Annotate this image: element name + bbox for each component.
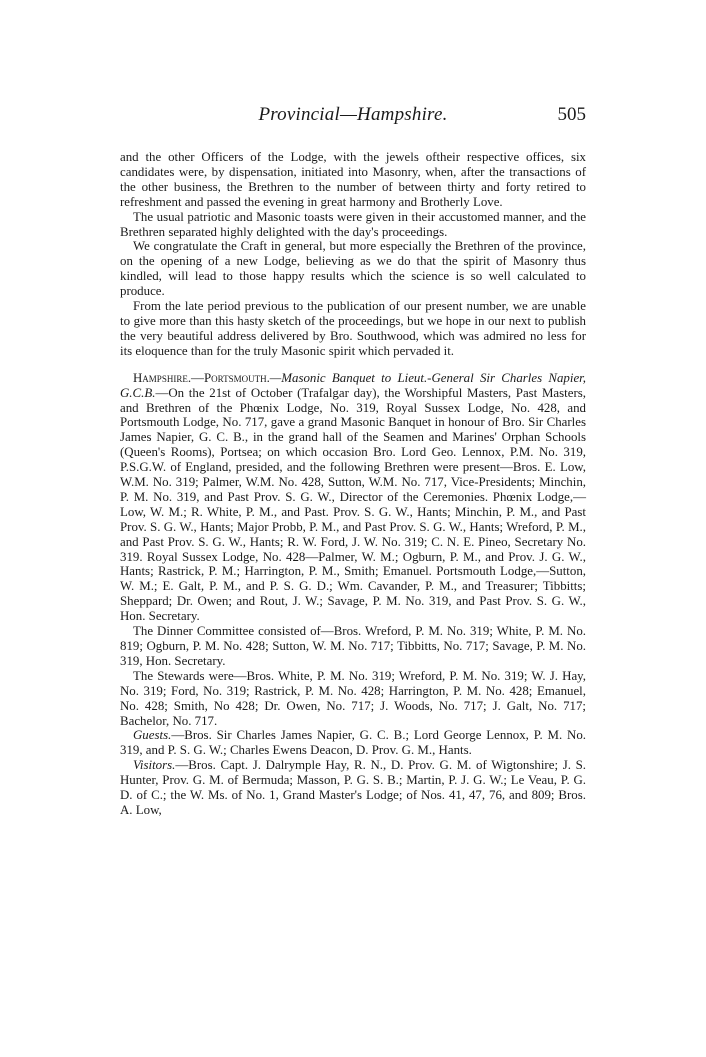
- visitors-label: Visitors.: [133, 758, 176, 773]
- paragraph-stewards: The Stewards were—Bros. White, P. M. No. 319; Wreford, P. M. No. 319; W. J. Hay, No. 319; Ford, No. 319; Rastrick, P. M. No. 428; Harrington, P. M. No. 428; Emanuel, No. 428; Smith, No 428; Dr. Owen, No. 717; J. Woods, No. 717; J. Galt, No. 717; Bachelor, No. 717.: [120, 668, 586, 728]
- county-heading: Hampshire.: [133, 370, 192, 385]
- paragraph-dinner-committee: The Dinner Committee consisted of—Bros. Wreford, P. M. No. 319; White, P. M. No. 819; Ogburn, P. M. No. 428; Sutton, W. M. No. 717; Tibbitts, No. 717; Savage, P. M. No. 319, Hon. Secretary.: [120, 624, 586, 668]
- paragraph-guests: [120, 728, 586, 758]
- page-number: 505: [557, 104, 586, 125]
- page-header: [120, 104, 586, 130]
- section-portsmouth: [120, 371, 586, 624]
- paragraph-late-period: From the late period previous to the publication of our present number, we are unable to give more than this hasty sketch of the proceedings, but we hope in our next to publish the very beautiful address delivered by Bro. Southwood, which was admired no less for its eloquence than for the truly Masonic spirit which pervaded it.: [120, 299, 586, 358]
- section-text: —On the 21st of October (Trafalgar day), the Worshipful Masters, Past Masters, and Brethren of the Phœnix Lodge, No. 319, Royal Sussex Lodge, No. 428, and Portsmouth Lodge, No. 717, gave a grand Masonic Banquet in honour of Bro. Sir Charles James Napier, G. C. B., in the grand hall of the Seamen and Marines' Orphan Schools (Queen's Rooms), Portsea; on which occasion Bro. Lord Geo. Lennox, P.M. No. 319, P.S.G.W. of England, presided, and the following Brethren were present—Bros. E. Low, W.M. No. 319; Palmer, W.M. No. 428, Sutton, W.M. No. 717, Vice-Presidents; Minchin, P. M. No. 319, and Past Prov. S. G. W., Director of the Ceremonies. Phœnix Lodge,—Low, W. M.; R. White, P. M., and Past. Prov. S. G. W., Hants; Minchin, P. M., and Past Prov. S. G. W., Hants; Major Probb, P. M., and Past Prov. S. G. W., Hants; Wreford, P. M., and Past Prov. S. G. W., Hants; R. W. Ford, J. W. No. 319; C. N. E. Pineo, Secretary No. 319. Royal Sussex Lodge, No. 428—Palmer, W. M.; Ogburn, P. M., and Prov. J. G. W., Hants; Rastrick, P. M.; Harrington, P. M., Smith; Emanuel. Portsmouth Lodge,—Sutton, W. M.; E. Galt, P. M., and P. S. G. D.; Wm. Cavander, P. M., and Treasurer; Tibbitts; Sheppard; Dr. Owen; and Rout, J. W.; Savage, P. M. No. 319, and Past Prov. S. G. W., Hon. Secretary.: [120, 385, 586, 624]
- visitors-text: —Bros. Capt. J. Dalrymple Hay, R. N., D. Prov. G. M. of Wigtonshire; J. S. Hunter, Prov. G. M. of Bermuda; Masson, P. G. S. B.; Martin, P. J. G. W.; Le Veau, P. G. D. of C.; the W. Ms. of No. 1, Grand Master's Lodge; of Nos. 41, 47, 76, and 809; Bros. A. Low,: [120, 758, 586, 817]
- town-heading: —Portsmouth.: [191, 370, 270, 385]
- running-head: Provincial—Hampshire.: [258, 104, 448, 125]
- paragraph-visitors: [120, 758, 586, 818]
- paragraph-continued: and the other Officers of the Lodge, with the jewels oftheir respective offices, six candidates were, by dispensation, initiated into Masonry, when, after the transactions of the other business, the Brethren to the number of between thirty and forty retired to refreshment and passed the evening in great harmony and Brotherly Love.: [120, 150, 586, 209]
- guests-label: Guests.: [133, 728, 172, 743]
- guests-text: —Bros. Sir Charles James Napier, G. C. B.; Lord George Lennox, P. M. No. 319, and P. S. G. W.; Charles Ewens Deacon, D. Prov. G. M., Hants.: [120, 728, 586, 758]
- article-body: [120, 150, 586, 818]
- section-title: —Masonic Banquet to Lieut.-General Sir Charles Napier, G.C.B.: [120, 370, 586, 400]
- paragraph-toasts: The usual patriotic and Masonic toasts were given in their accustomed manner, and the Brethren separated highly delighted with the day's proceedings.: [120, 209, 586, 239]
- paragraph-congratulate: We congratulate the Craft in general, but more especially the Brethren of the province, on the opening of a new Lodge, believing as we do that the spirit of Masonry thus kindled, will lead to those happy results which the science is so well calculated to produce.: [120, 239, 586, 299]
